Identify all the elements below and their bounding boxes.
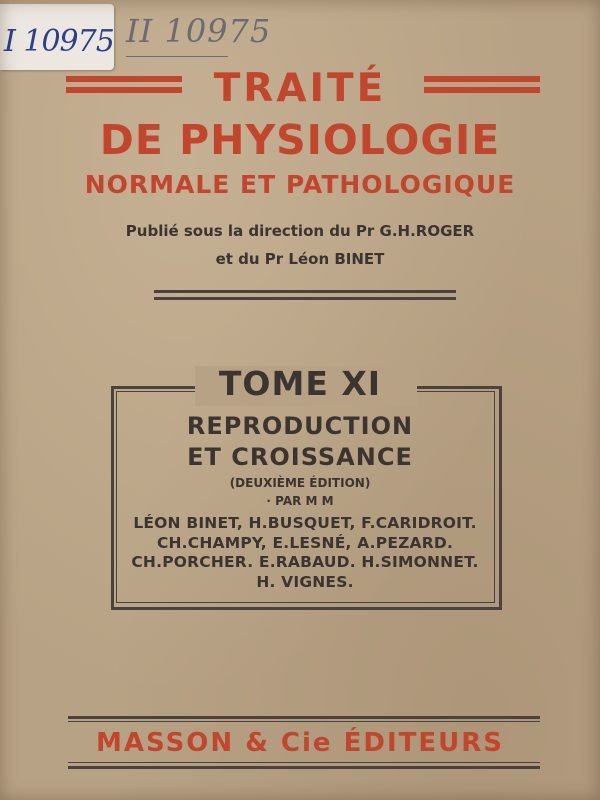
- title-traite: TRAITÉ: [213, 66, 387, 111]
- pencil-call-number: II 10975: [126, 12, 272, 50]
- volume-subject-line2: ET CROISSANCE: [187, 443, 413, 471]
- edition-note: (DEUXIÈME ÉDITION): [229, 476, 371, 490]
- publisher-rule-top-thin: [68, 721, 540, 722]
- library-call-number-sticker: [0, 4, 114, 70]
- authors-line: H. VIGNES.: [256, 572, 354, 591]
- volume-subject-line1: REPRODUCTION: [186, 412, 414, 440]
- title-physiologie: DE PHYSIOLOGIE: [99, 116, 501, 164]
- direction-line-roger: Publié sous la direction du Pr G.H.ROGER: [125, 222, 475, 240]
- double-rule-divider: [154, 290, 456, 302]
- authors-line: CH.PORCHER. E.RABAUD. H.SIMONNET.: [131, 553, 479, 571]
- publisher-rule-bottom: [68, 766, 540, 769]
- publisher-rule-top: [68, 716, 540, 719]
- publisher-name: MASSON & Cie ÉDITEURS: [96, 728, 504, 758]
- authors-line: LÉON BINET, H.BUSQUET, F.CARIDROIT.: [133, 514, 477, 532]
- tome-number: TOME XI: [218, 364, 382, 403]
- call-number-text: I 10975: [4, 24, 114, 59]
- authors-line: CH.CHAMPY, E.LESNÉ, A.PEZARD.: [156, 533, 454, 552]
- authors-intro: · PAR M M: [266, 494, 334, 508]
- authors-list: [110, 514, 500, 592]
- pencil-underline: [126, 56, 228, 57]
- direction-line-binet: et du Pr Léon BINET: [215, 250, 385, 268]
- publisher-rule-bottom-thin: [68, 762, 540, 763]
- title-normale-pathologique: NORMALE ET PATHOLOGIQUE: [84, 170, 516, 199]
